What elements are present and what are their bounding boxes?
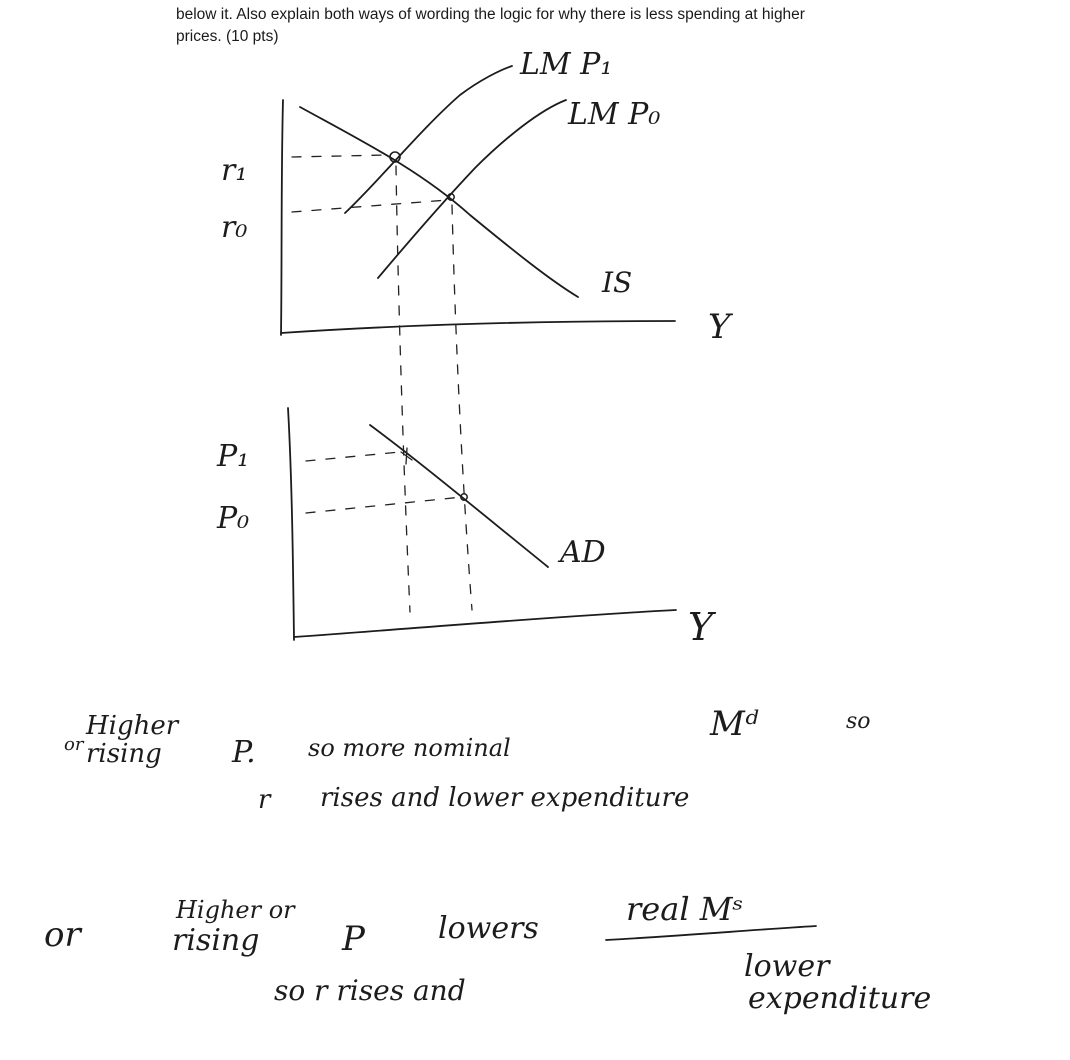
explanation-2-lowers: lowers — [438, 911, 539, 946]
ad-x-axis — [294, 610, 676, 637]
explanation-2-real-ms: real Mˢ — [626, 890, 744, 928]
lm-p1-label: LM P₁ — [520, 47, 613, 82]
explanation-2-or: or — [44, 915, 81, 955]
p1-guide-line — [306, 452, 400, 461]
explanation-2-p: P — [342, 919, 365, 959]
r1-label: r₁ — [221, 153, 248, 188]
explanation-2 — [44, 890, 931, 1016]
lm-p0-label: LM P₀ — [568, 97, 661, 132]
explanation-2-higher-or: Higher or — [176, 896, 295, 924]
ad-curve — [370, 425, 548, 567]
lm-p0-curve — [378, 100, 566, 278]
explanation-1-or: or — [64, 734, 84, 755]
explanation-1-r: r — [258, 785, 271, 815]
explanation-2-expenditure: expenditure — [748, 981, 932, 1016]
y1-connector-line — [396, 166, 410, 612]
real-ms-underline — [606, 926, 816, 940]
explanation-1-p: P. — [232, 735, 256, 770]
explanation-1-line2: rises and lower expenditure — [320, 783, 690, 813]
explanation-2-lower: lower — [744, 949, 830, 984]
is-label: IS — [602, 266, 633, 299]
ad-label: AD — [560, 535, 606, 570]
explanation-1-rising: rising — [86, 739, 162, 769]
explanation-2-line2: so r rises and — [274, 974, 466, 1007]
p1-label: P₁ — [217, 439, 250, 474]
r1-guide-line — [292, 155, 388, 157]
explanation-1-line1: so more nominal — [308, 734, 511, 762]
question-line-2: prices. (10 pts) — [176, 28, 279, 45]
r0-label: r₀ — [221, 210, 248, 245]
lm-p1-curve — [345, 66, 512, 213]
islm-graph — [221, 47, 734, 347]
question-line-1: below it. Also explain both ways of wording the logic for why there is less spending at higher — [176, 6, 805, 23]
p0-label: P₀ — [217, 501, 250, 536]
y0-connector-line — [452, 205, 472, 610]
explanation-1-md: Mᵈ — [710, 704, 759, 744]
ad-y-output-label: Y — [688, 605, 714, 649]
islm-y-output-label: Y — [708, 307, 731, 347]
ad-y-axis — [288, 408, 294, 640]
explanation-2-rising: rising — [172, 923, 260, 958]
r0-guide-line — [292, 200, 448, 212]
islm-x-axis — [281, 321, 675, 333]
explanation-1-higher: Higher — [86, 711, 179, 741]
islm-y-axis — [281, 100, 283, 335]
explanation-1 — [64, 704, 871, 815]
is-curve — [300, 107, 578, 297]
p0-guide-line — [306, 497, 462, 513]
explanation-1-so: so — [846, 709, 871, 734]
